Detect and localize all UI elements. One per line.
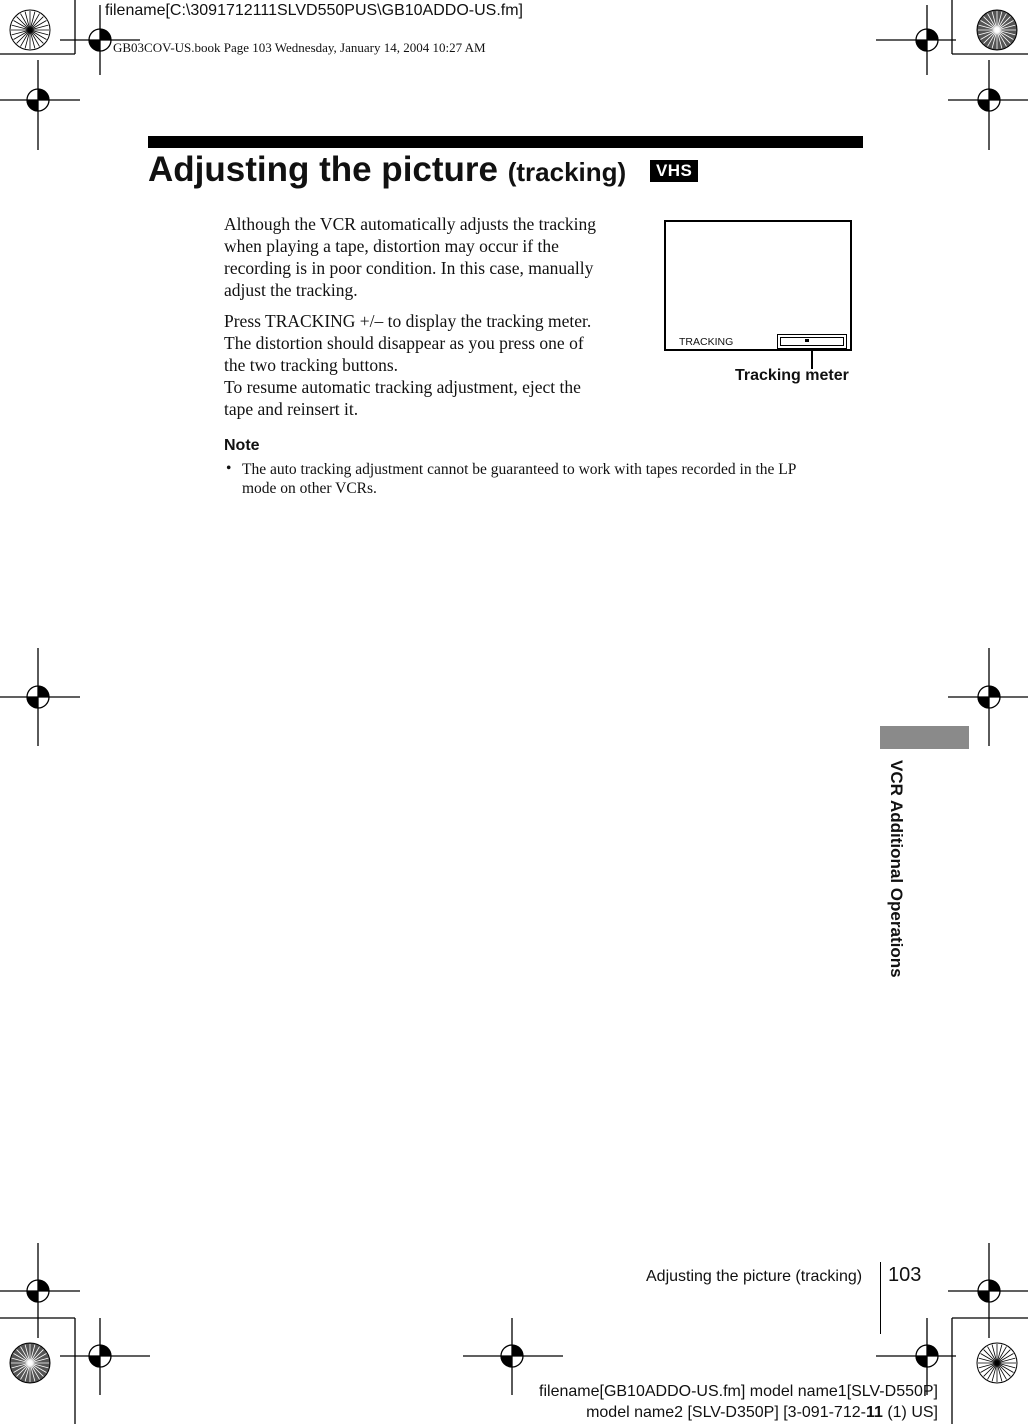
- text-line: Although the VCR automatically adjusts the tracking: [224, 214, 596, 234]
- text-line: adjust the tracking.: [224, 280, 358, 300]
- header-book-info: GB03COV-US.book Page 103 Wednesday, January 14, 2004 10:27 AM: [113, 40, 486, 55]
- note-bullet: •: [226, 460, 232, 477]
- registration-target-tl2: [0, 60, 80, 150]
- note-heading: Note: [224, 437, 260, 454]
- registration-target-br: [948, 1243, 1028, 1338]
- tracking-meter-indicator: [805, 339, 809, 342]
- tracking-meter-caption: Tracking meter: [735, 367, 849, 384]
- title-main: Adjusting the picture: [148, 150, 498, 189]
- footer-file-line-1: filename[GB10ADDO-US.fm] model name1[SLV-D550P]: [539, 1383, 938, 1400]
- paragraph-intro: [224, 213, 624, 301]
- text-line: Press TRACKING +/– to display the tracking meter.: [224, 311, 592, 331]
- title-sub: (tracking): [507, 157, 627, 187]
- tv-screen-illustration: [664, 220, 852, 351]
- footer-file-line-2: [586, 1404, 938, 1422]
- page-number: 103: [888, 1264, 922, 1286]
- tracking-meter-graphic: [777, 334, 847, 349]
- header-filename: filename[C:\3091712111SLVD550PUS\GB10ADDO-US.fm]: [105, 2, 523, 19]
- page-title: [148, 150, 698, 190]
- tracking-screen-label: TRACKING: [679, 336, 734, 348]
- side-tab-marker: [880, 726, 969, 749]
- tracking-meter-frame: [780, 337, 844, 346]
- text-line: The distortion should disappear as you press one of: [224, 333, 584, 353]
- note-line: The auto tracking adjustment cannot be guaranteed to work with tapes recorded in the LP: [242, 461, 797, 478]
- footer-file-bold: 11: [865, 1404, 883, 1421]
- side-tab-label: VCR Additional Operations: [887, 760, 906, 978]
- text-line: when playing a tape, distortion may occur if the: [224, 236, 559, 256]
- title-rule: [148, 136, 863, 148]
- paragraph-instructions: [224, 310, 624, 420]
- footer-file-prefix: model name2 [SLV-D350P] [3-091-712-: [586, 1404, 866, 1421]
- callout-leader-line: [811, 349, 813, 369]
- footer-file-suffix: (1) US]: [882, 1404, 938, 1421]
- vhs-badge: VHS: [650, 160, 698, 182]
- note-text: [242, 460, 852, 498]
- footer-running-title: Adjusting the picture (tracking): [646, 1268, 863, 1285]
- text-line: tape and reinsert it.: [224, 399, 359, 419]
- note-line: mode on other VCRs.: [242, 480, 377, 497]
- footer-divider: [880, 1262, 881, 1334]
- registration-target-bl2: [60, 1318, 150, 1395]
- text-line: recording is in poor condition. In this case, manually: [224, 258, 594, 278]
- text-line: To resume automatic tracking adjustment, eject the: [224, 377, 581, 397]
- text-line: the two tracking buttons.: [224, 355, 399, 375]
